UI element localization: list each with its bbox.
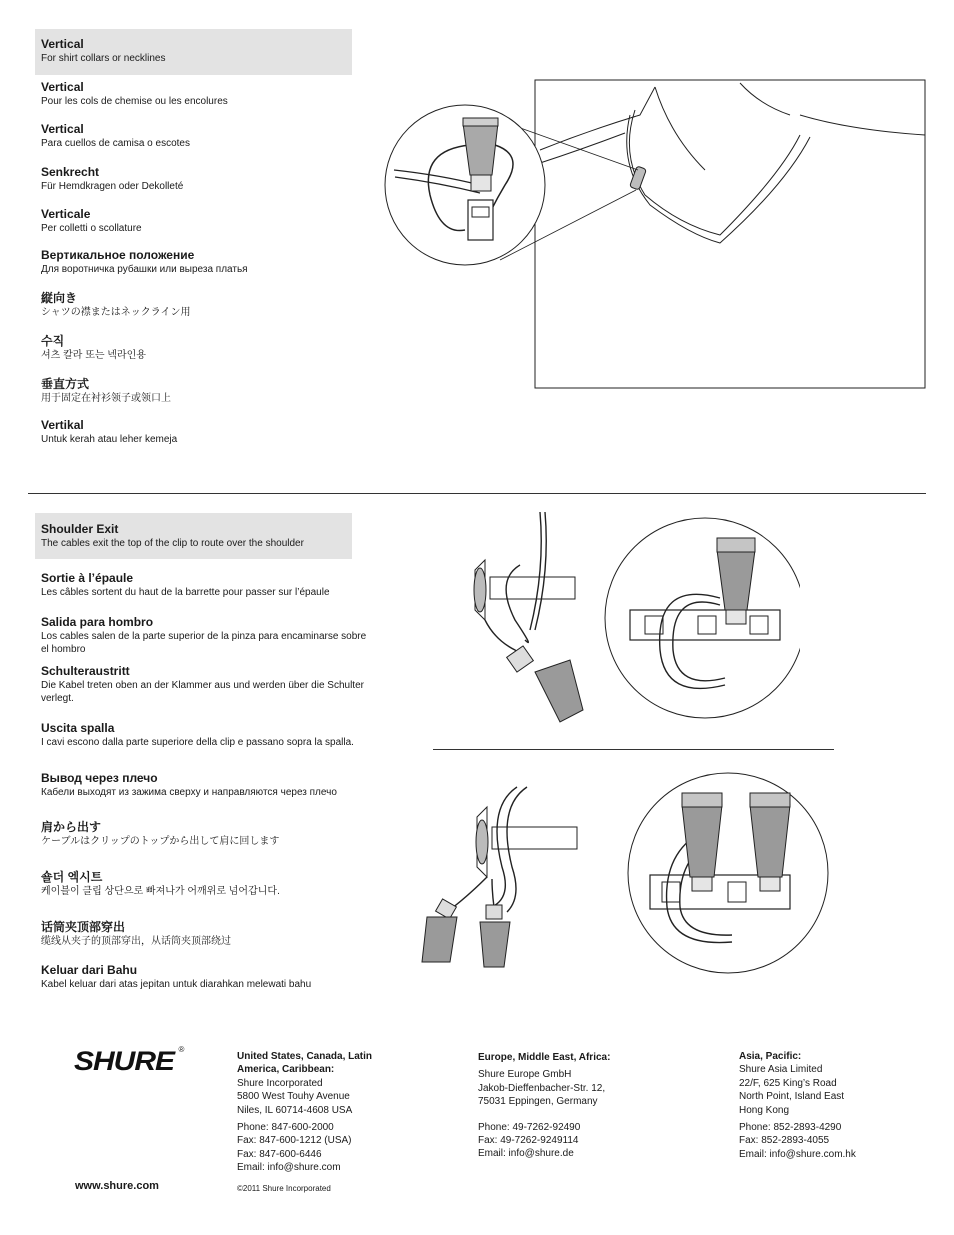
item-title: 垂直方式 [41,377,90,391]
item-description: 셔츠 칼라 또는 넥라인용 [41,350,146,361]
item-description: Для воротничка рубашки или выреза платья [41,264,248,275]
item-description: I cavi escono dalla parte superiore della clip e passano sopra la spalla. [41,737,354,748]
item-title: 수직 [41,334,65,348]
shoulder-item-it [41,721,401,749]
address-us [237,1050,397,1175]
address-line: Shure Incorporated [237,1077,323,1089]
item-title: Вертикальное положение [41,248,195,262]
item-title: Vertical [41,122,84,136]
address-line: Niles, IL 60714-4608 USA [237,1104,353,1116]
email[interactable]: Email: info@shure.com.hk [739,1148,856,1160]
registered-mark: ® [178,1045,185,1054]
shoulder-single-mic-illustration [455,510,800,725]
illustration-divider [433,749,834,750]
phone: Phone: 852-2893-4290 [739,1122,842,1134]
item-title: Salida para hombro [41,615,154,629]
email[interactable]: Email: info@shure.com [237,1162,341,1174]
item-description: Los cables salen de la parte superior de la pinza para encaminarse sobre el hombro [41,631,367,655]
item-title: 숄더 엑시트 [41,870,103,884]
vertical-item-en [41,37,371,65]
vertical-item-ja [41,291,371,319]
address-line: Shure Europe GmbH [478,1069,572,1081]
vertical-item-es [41,122,371,150]
item-description: 케이블이 클립 상단으로 빠져나가 어깨위로 넘어갑니다. [41,886,280,897]
address-asia [739,1050,909,1161]
vertical-item-id [41,418,371,446]
phone: Phone: 847-600-2000 [237,1122,334,1134]
region-heading: United States, Canada, Latin America, Caribbean: [237,1051,373,1076]
address-europe [478,1051,648,1161]
item-title: Uscita spalla [41,721,115,735]
vertical-item-fr [41,80,371,108]
shoulder-item-zh [41,920,371,948]
fax: Fax: 847-600-1212 (USA) [237,1135,352,1147]
shure-logo [74,1045,224,1079]
item-description: ケーブルはクリップのトップから出して肩に回します [41,836,280,847]
item-title: Vertical [41,80,84,94]
address-line: 22/F, 625 King’s Road [739,1077,837,1089]
address-line: North Point, Island East [739,1091,845,1103]
item-description: Кабели выходят из зажима сверху и направляются через плечо [41,787,337,798]
address-line: Jakob-Dieffenbacher-Str. 12, [478,1082,606,1094]
item-title: Sortie à l’épaule [41,571,134,585]
item-title: Schulteraustritt [41,664,130,678]
region-heading: Asia, Pacific: [739,1051,802,1062]
item-description: 用于固定在衬衫领子或领口上 [41,393,171,404]
item-description: Für Hemdkragen oder Dekolleté [41,181,184,192]
fax: Fax: 852-2893-4055 [739,1135,830,1147]
item-description: Para cuellos de camisa o escotes [41,138,190,149]
address-line: 5800 West Touhy Avenue [237,1091,350,1103]
email[interactable]: Email: info@shure.de [478,1148,574,1160]
logo-wordmark: SHURE [74,1046,175,1077]
vertical-item-it [41,207,371,235]
vertical-item-ru [41,248,371,276]
item-title: Vertical [41,37,84,51]
item-description: For shirt collars or necklines [41,53,166,64]
item-title: Verticale [41,207,91,221]
item-description: Die Kabel treten oben an der Klammer aus und werden über die Schulter verlegt. [41,680,364,704]
vertical-item-zh [41,377,371,405]
item-title: Keluar dari Bahu [41,963,138,977]
vertical-item-de [41,165,371,193]
shoulder-item-fr [41,571,371,599]
section-divider [28,493,926,494]
shoulder-item-ko [41,870,371,898]
shoulder-item-en [41,522,371,550]
item-description: シャツの襟またはネックライン用 [41,307,191,318]
item-title: 肩から出す [41,820,102,834]
shoulder-item-ja [41,820,371,848]
phone: Phone: 49-7262-92490 [478,1121,581,1133]
shoulder-item-ru [41,771,401,799]
item-title: Vertikal [41,418,84,432]
item-description: Kabel keluar dari atas jepitan untuk diarahkan melewati bahu [41,979,312,990]
item-title: Вывод через плечо [41,771,158,785]
shoulder-item-de [41,664,371,705]
region-heading: Europe, Middle East, Africa: [478,1052,611,1063]
item-description: Untuk kerah atau leher kemeja [41,434,178,445]
item-description: 缆线从夹子的顶部穿出，从话筒夹顶部绕过 [41,936,231,947]
item-description: Pour les cols de chemise ou les encolures [41,96,228,107]
address-line: Hong Kong [739,1104,790,1116]
shoulder-item-es [41,615,371,656]
item-title: 话筒夹顶部穿出 [41,920,126,934]
item-description: Les câbles sortent du haut de la barrette pour passer sur l’épaule [41,587,330,598]
item-title: Shoulder Exit [41,522,119,536]
item-title: Senkrecht [41,165,100,179]
shoulder-item-id [41,963,371,991]
item-description: Per colletti o scollature [41,223,142,234]
item-title: 縦向き [41,291,78,305]
vertical-illustration [380,75,940,395]
fax: Fax: 847-600-6446 [237,1148,322,1160]
shoulder-dual-mic-illustration [412,767,842,977]
website-link[interactable]: www.shure.com [75,1180,159,1192]
address-line: 75031 Eppingen, Germany [478,1096,598,1108]
copyright: ©2011 Shure Incorporated [237,1184,331,1193]
vertical-item-ko [41,334,371,362]
address-line: Shure Asia Limited [739,1064,823,1076]
item-description: The cables exit the top of the clip to route over the shoulder [41,538,304,549]
fax: Fax: 49-7262-9249114 [478,1135,579,1147]
